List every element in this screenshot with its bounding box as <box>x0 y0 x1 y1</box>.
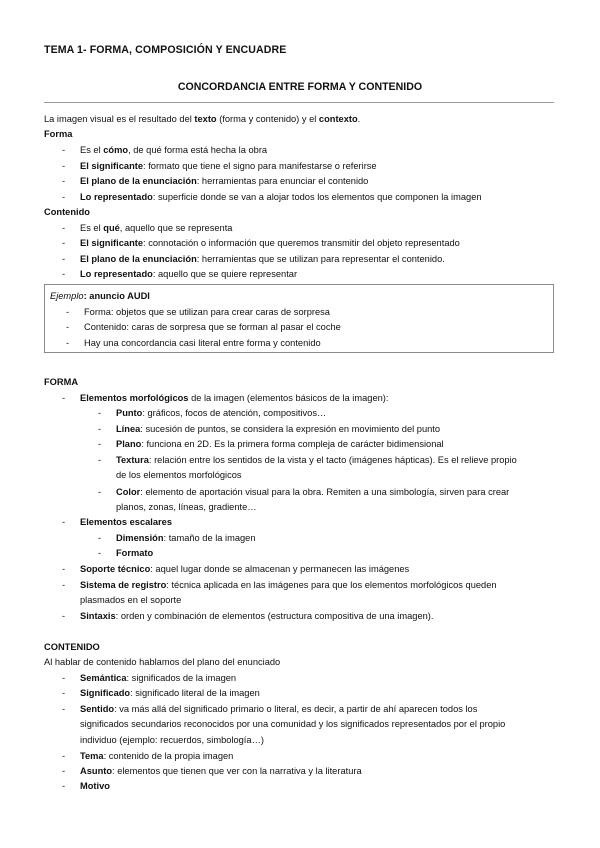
example-title: Ejemplo: anuncio AUDI <box>50 291 150 301</box>
bullet-dash: - <box>98 487 102 497</box>
list-item: Tema: contenido de la propia imagen <box>80 751 234 761</box>
document-title: TEMA 1- FORMA, COMPOSICIÓN Y ENCUADRE <box>44 44 287 56</box>
list-item: El significante: formato que tiene el signo para manifestarse o referirse <box>80 161 377 171</box>
list-item: Es el qué, aquello que se representa <box>80 223 233 233</box>
divider-line <box>44 102 554 103</box>
sub-list-item: Color: elemento de aportación visual para la obra. Remiten a una simbología, sirven para crear <box>116 487 510 497</box>
bullet-dash: - <box>98 533 102 543</box>
contenido-section-heading: CONTENIDO <box>44 642 100 652</box>
contenido-heading: Contenido <box>44 207 90 217</box>
sub-list-item: Dimensión: tamaño de la imagen <box>116 533 256 543</box>
bullet-dash: - <box>62 611 66 621</box>
bullet-dash: - <box>66 307 70 317</box>
list-item-continued: significados secundarios reconocidos por una comunidad y los significados representados por el propio <box>80 719 506 729</box>
bullet-dash: - <box>62 673 66 683</box>
forma-section-heading: FORMA <box>44 377 79 387</box>
sub-list-item: Línea: sucesión de puntos, se considera la expresión en movimiento del punto <box>116 424 441 434</box>
bullet-dash: - <box>62 564 66 574</box>
bullet-dash: - <box>62 238 66 248</box>
bullet-dash: - <box>62 766 66 776</box>
sub-list-item-continued: planos, zonas, líneas, gradiente… <box>116 502 257 512</box>
sub-list-item: Plano: funciona en 2D. Es la primera forma compleja de carácter bidimensional <box>116 439 444 449</box>
bullet-dash: - <box>62 254 66 264</box>
bullet-dash: - <box>98 548 102 558</box>
bullet-dash: - <box>98 455 102 465</box>
list-item: Soporte técnico: aquel lugar donde se almacenan y permanecen las imágenes <box>80 564 410 574</box>
list-item-continued: plasmados en el soporte <box>80 595 182 605</box>
list-item: Significado: significado literal de la imagen <box>80 688 260 698</box>
list-item: Lo representado: superficie donde se van a alojar todos los elementos que componen la imagen <box>80 192 482 202</box>
list-item: Sintaxis: orden y combinación de elementos (estructura compositiva de una imagen). <box>80 611 434 621</box>
list-item: Asunto: elementos que tienen que ver con la narrativa y la literatura <box>80 766 362 776</box>
list-item: Elementos escalares <box>80 517 172 527</box>
sub-list-item: Formato <box>116 548 154 558</box>
bullet-dash: - <box>66 338 70 348</box>
list-item: Elementos morfológicos de la imagen (elementos básicos de la imagen): <box>80 393 389 403</box>
list-item-continued: individuo (ejemplo: recuerdos, simbología…) <box>80 735 264 745</box>
bullet-dash: - <box>62 393 66 403</box>
sub-list-item: Textura: relación entre los sentidos de la vista y el tacto (imágenes hápticas). Es el relieve propio <box>116 455 517 465</box>
example-item: Contenido: caras de sorpresa que se forman al pasar el coche <box>84 322 341 332</box>
list-item: Motivo <box>80 781 110 791</box>
bullet-dash: - <box>62 517 66 527</box>
bullet-dash: - <box>98 439 102 449</box>
bullet-dash: - <box>62 781 66 791</box>
example-item: Forma: objetos que se utilizan para crear caras de sorpresa <box>84 307 330 317</box>
sub-list-item: Punto: gráficos, focos de atención, compositivos… <box>116 408 327 418</box>
bullet-dash: - <box>62 269 66 279</box>
list-item: Sentido: va más allá del significado primario o literal, es decir, a partir de ahí aparecen todos los <box>80 704 478 714</box>
bullet-dash: - <box>98 408 102 418</box>
bullet-dash: - <box>62 145 66 155</box>
bullet-dash: - <box>62 751 66 761</box>
bullet-dash: - <box>62 688 66 698</box>
bullet-dash: - <box>62 223 66 233</box>
list-item: Lo representado: aquello que se quiere representar <box>80 269 298 279</box>
bullet-dash: - <box>62 580 66 590</box>
forma-heading: Forma <box>44 129 73 139</box>
list-item: Semántica: significados de la imagen <box>80 673 237 683</box>
example-item: Hay una concordancia casi literal entre forma y contenido <box>84 338 321 348</box>
bullet-dash: - <box>62 192 66 202</box>
contenido-intro: Al hablar de contenido hablamos del plano del enunciado <box>44 657 281 667</box>
list-item: El plano de la enunciación: herramientas que se utilizan para representar el contenido. <box>80 254 445 264</box>
bullet-dash: - <box>66 322 70 332</box>
bullet-dash: - <box>98 424 102 434</box>
bullet-dash: - <box>62 704 66 714</box>
list-item: El significante: connotación o información que queremos transmitir del objeto representado <box>80 238 460 248</box>
section-title-concordancia: CONCORDANCIA ENTRE FORMA Y CONTENIDO <box>177 81 423 93</box>
sub-list-item-continued: de los elementos morfológicos <box>116 470 242 480</box>
list-item: El plano de la enunciación: herramientas para enunciar el contenido <box>80 176 369 186</box>
list-item: Sistema de registro: técnica aplicada en las imágenes para que los elementos morfológicos queden <box>80 580 497 590</box>
bullet-dash: - <box>62 161 66 171</box>
bullet-dash: - <box>62 176 66 186</box>
list-item: Es el cómo, de qué forma está hecha la obra <box>80 145 268 155</box>
intro-paragraph: La imagen visual es el resultado del texto (forma y contenido) y el contexto. <box>44 114 361 124</box>
